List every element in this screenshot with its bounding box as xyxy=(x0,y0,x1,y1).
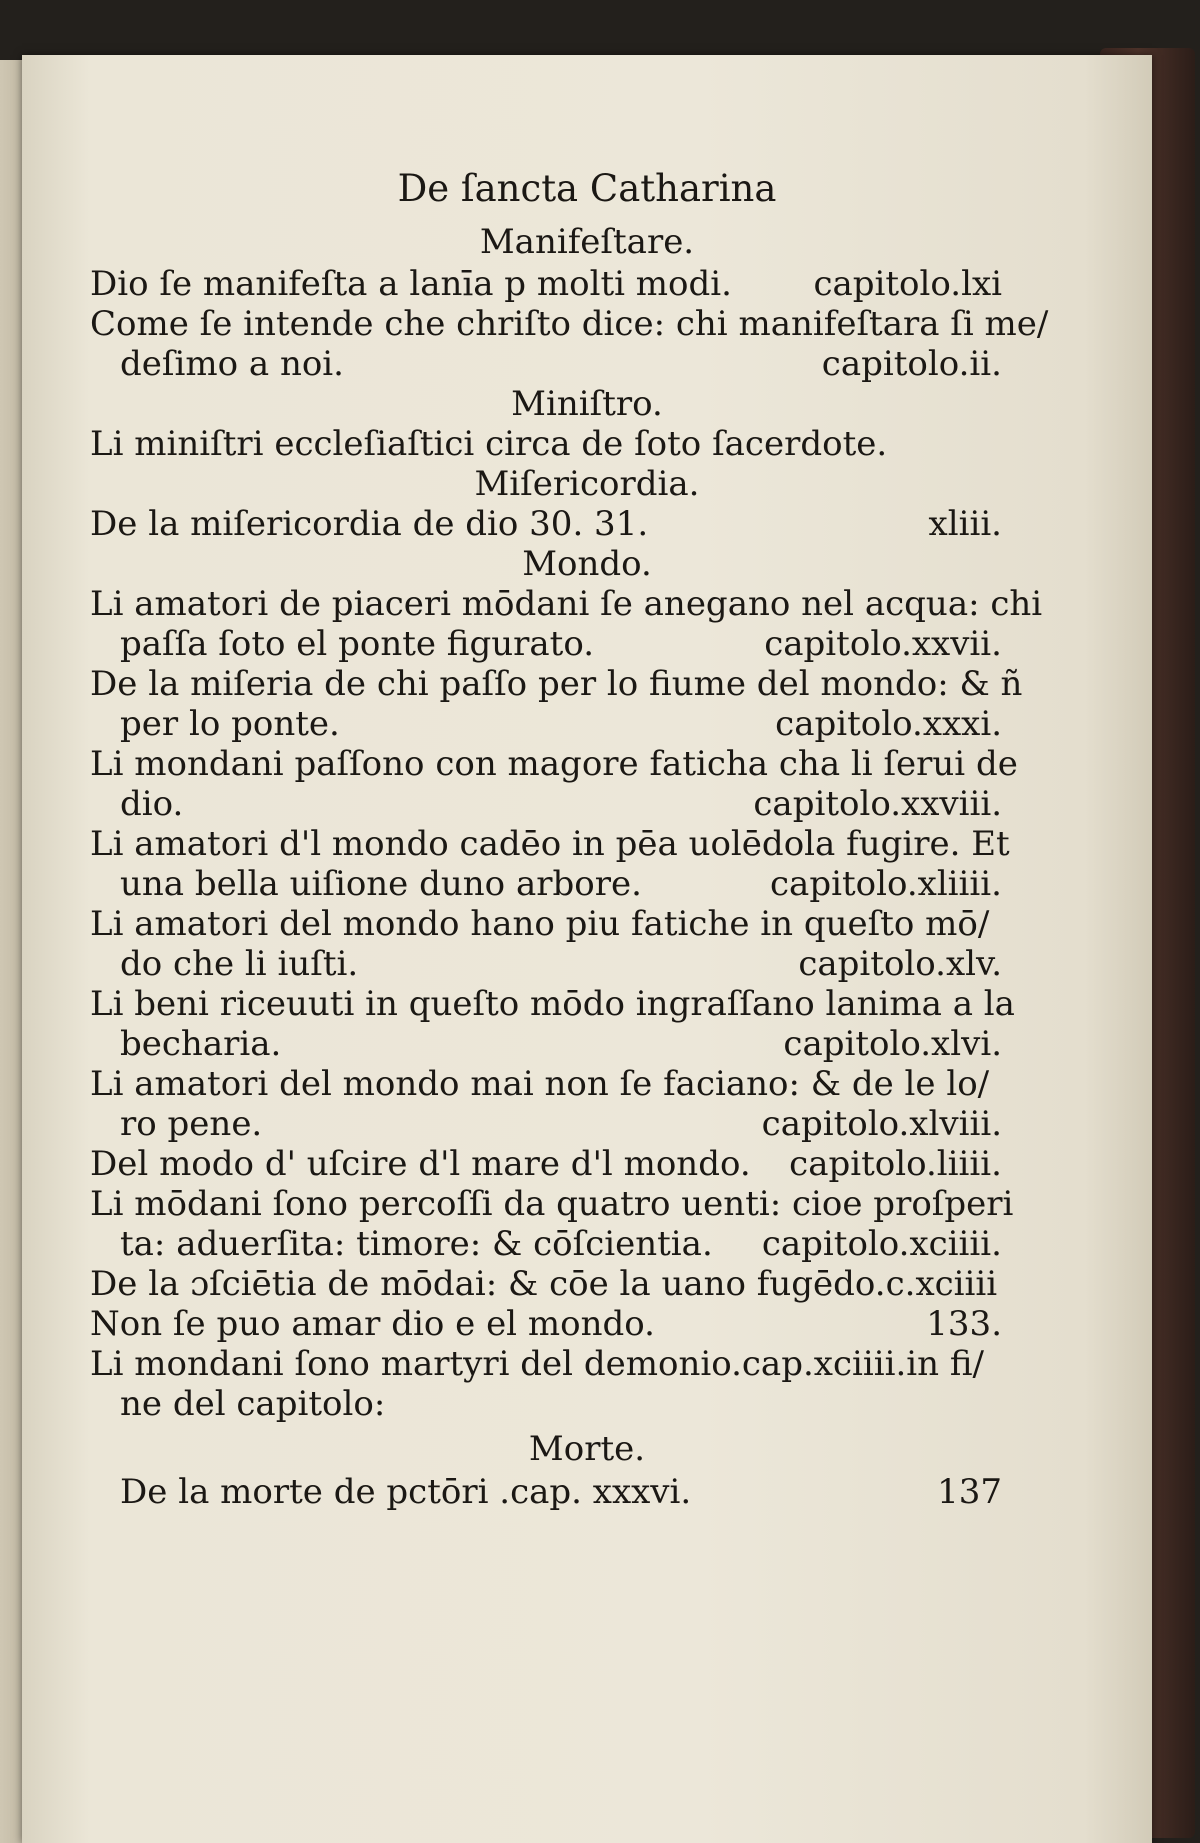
entry-text: Li amatori del mondo hano piu fatiche in queſto mō/ xyxy=(90,904,990,944)
entry-ref: capitolo.xciiii. xyxy=(761,1224,1002,1264)
entry-text: do che li iuſti. xyxy=(120,944,359,984)
entry-text: Li mōdani ſono percoſſi da quatro uenti: cioe proſperi xyxy=(90,1184,1014,1224)
entry-ref: capitolo.xlv. xyxy=(798,944,1002,984)
entry-text: De la miſericordia de dio 30. 31. xyxy=(90,504,649,544)
entry-text: De la ɔſciētia de mōdai: & cōe la uano fugēdo.c.xciiii xyxy=(90,1264,998,1304)
entry-text: Dio ſe manifeſta a lanīa p molti modi. xyxy=(90,264,732,304)
entry-text: una bella uiſione duno arbore. xyxy=(120,864,642,904)
entry-ref: capitolo.liiii. xyxy=(789,1144,1002,1184)
entry-text: Li mondani ſono martyri del demonio.cap.xciiii.in fi/ xyxy=(90,1344,985,1384)
section-heading: Mondo. xyxy=(522,544,652,584)
entry-text: Li amatori de piaceri mōdani ſe anegano nel acqua: chi xyxy=(90,584,1043,624)
entry-ref: capitolo.xxviii. xyxy=(753,784,1002,824)
section-heading: Manifeſtare. xyxy=(479,222,695,262)
entry-ref: capitolo.xliiii. xyxy=(770,864,1002,904)
entry-text: dio. xyxy=(120,784,184,824)
entry-text: Li beni riceuuti in queſto mōdo ingraſſano lanima a la xyxy=(90,984,1015,1024)
entry-ref: capitolo.xxvii. xyxy=(764,624,1002,664)
entry-ref: capitolo.xlviii. xyxy=(761,1104,1002,1144)
entry-text: Del modo d' uſcire d'l mare d'l mondo. xyxy=(90,1144,751,1184)
book-page xyxy=(22,55,1152,1843)
entry-text: paſſa ſoto el ponte figurato. xyxy=(120,624,595,664)
section-heading: Morte. xyxy=(528,1429,646,1469)
entry-text: De la miſeria de chi paſſo per lo fiume del mondo: & ñ xyxy=(90,664,1023,704)
page-header: De ſancta Catharina xyxy=(397,167,777,210)
section-heading: Miniſtro. xyxy=(511,384,663,424)
entry-text: becharia. xyxy=(120,1024,282,1064)
section-heading: Miſericordia. xyxy=(474,464,700,504)
entry-text: Li miniſtri eccleſiaſtici circa de ſoto ſacerdote. xyxy=(90,424,888,464)
entry-ref: 137 xyxy=(937,1472,1002,1512)
entry-text: Li amatori d'l mondo cadēo in pēa uolēdola fugire. Et xyxy=(90,824,1010,864)
entry-text: per lo ponte. xyxy=(120,704,340,744)
entry-ref: capitolo.xlvi. xyxy=(783,1024,1002,1064)
entry-text: Li amatori del mondo mai non ſe faciano: & de le lo/ xyxy=(90,1064,990,1104)
entry-text: ta: aduerſita: timore: & cōſcientia. xyxy=(120,1224,713,1264)
entry-ref: capitolo.ii. xyxy=(821,344,1002,384)
entry-ref: capitolo.xxxi. xyxy=(775,704,1002,744)
entry-ref: capitolo.lxi xyxy=(813,264,1002,304)
entry-text: ne del capitolo: xyxy=(120,1384,386,1424)
entry-text: Come ſe intende che chriſto dice: chi manifeſtara ſi me/ xyxy=(90,304,1049,344)
entry-ref: 133. xyxy=(926,1304,1002,1344)
entry-text: Li mondani paſſono con magore faticha cha li ſerui de xyxy=(90,744,1018,784)
entry-text: deſimo a noi. xyxy=(120,344,344,384)
entry-text: Non ſe puo amar dio e el mondo. xyxy=(90,1304,655,1344)
entry-ref: xliii. xyxy=(928,504,1002,544)
entry-text: De la morte de pctōri .cap. xxxvi. xyxy=(120,1472,692,1512)
index-text xyxy=(22,55,1152,1843)
entry-text: ro pene. xyxy=(120,1104,263,1144)
